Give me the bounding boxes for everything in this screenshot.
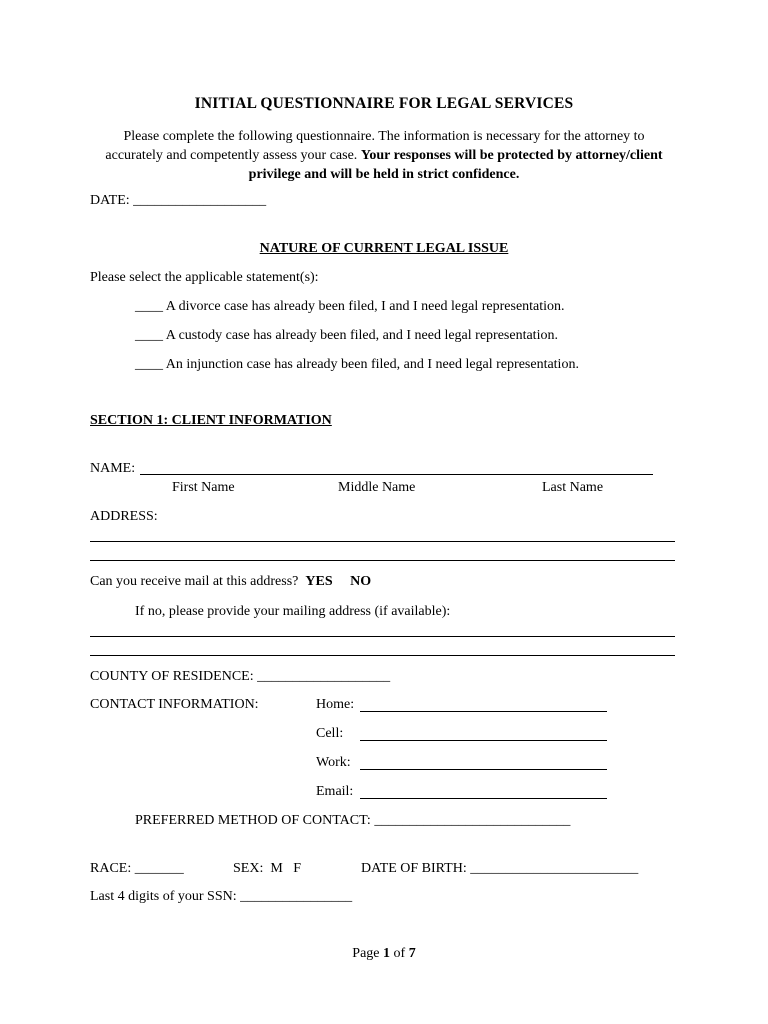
footer-prefix: Page (352, 946, 384, 961)
sex-field[interactable]: SEX: M F (233, 861, 302, 876)
home-phone-line[interactable] (360, 711, 607, 712)
preferred-contact-field[interactable]: PREFERRED METHOD OF CONTACT: ____________________________ (135, 813, 571, 828)
address-label: ADDRESS: (90, 509, 158, 524)
page-footer (0, 946, 768, 962)
home-label: Home: (316, 697, 355, 712)
work-label: Work: (316, 755, 351, 770)
document-title: INITIAL QUESTIONNAIRE FOR LEGAL SERVICES (194, 95, 574, 112)
last-name-label: Last Name (542, 480, 604, 495)
section1-heading: SECTION 1: CLIENT INFORMATION (90, 413, 332, 428)
option-custody[interactable]: ____ A custody case has already been filed, and I need legal representation. (135, 328, 558, 343)
total-pages-number: 7 (408, 946, 416, 961)
nature-heading: NATURE OF CURRENT LEGAL ISSUE (259, 241, 509, 256)
email-line[interactable] (360, 798, 607, 799)
contact-info-label: CONTACT INFORMATION: (90, 697, 259, 712)
middle-name-label: Middle Name (338, 480, 416, 495)
name-label: NAME: (90, 461, 139, 476)
mailing-address-line-2[interactable] (90, 655, 675, 656)
name-input-line[interactable] (140, 474, 653, 475)
ssn-field[interactable]: Last 4 digits of your SSN: ________________ (90, 889, 353, 904)
current-page-number: 1 (383, 946, 391, 961)
mail-no-option[interactable]: NO (350, 574, 372, 589)
intro-line-1: Please complete the following questionnaire. The information is necessary for the attorney to (123, 129, 645, 144)
dob-field[interactable]: DATE OF BIRTH: ________________________ (361, 861, 639, 876)
email-label: Email: (316, 784, 354, 799)
intro-line-3-bold: privilege and will be held in strict confidence. (248, 167, 520, 182)
cell-phone-line[interactable] (360, 740, 607, 741)
mail-yes-option[interactable]: YES (305, 574, 333, 589)
mailing-address-line-1[interactable] (90, 636, 675, 637)
address-line-1[interactable] (90, 541, 675, 542)
mail-question (90, 575, 371, 589)
date-field[interactable]: DATE: ___________________ (90, 193, 267, 208)
intro-paragraph (80, 127, 688, 184)
option-injunction[interactable]: ____ An injunction case has already been filed, and I need legal representation. (135, 357, 579, 372)
address-line-2[interactable] (90, 560, 675, 561)
option-divorce[interactable]: ____ A divorce case has already been filed, I and I need legal representation. (135, 299, 565, 314)
first-name-label: First Name (172, 480, 235, 495)
race-field[interactable]: RACE: _______ (90, 861, 184, 876)
mailing-address-prompt: If no, please provide your mailing address (if available): (135, 604, 451, 619)
cell-label: Cell: (316, 726, 344, 741)
mail-question-text: Can you receive mail at this address? (90, 574, 306, 589)
county-field[interactable]: COUNTY OF RESIDENCE: ___________________ (90, 669, 391, 684)
footer-of: of (390, 946, 409, 961)
nature-prompt: Please select the applicable statement(s): (90, 270, 319, 285)
work-phone-line[interactable] (360, 769, 607, 770)
intro-line-2-bold: Your responses will be protected by attorney/client (360, 148, 663, 163)
intro-line-2-plain: accurately and competently assess your case. (105, 148, 361, 163)
